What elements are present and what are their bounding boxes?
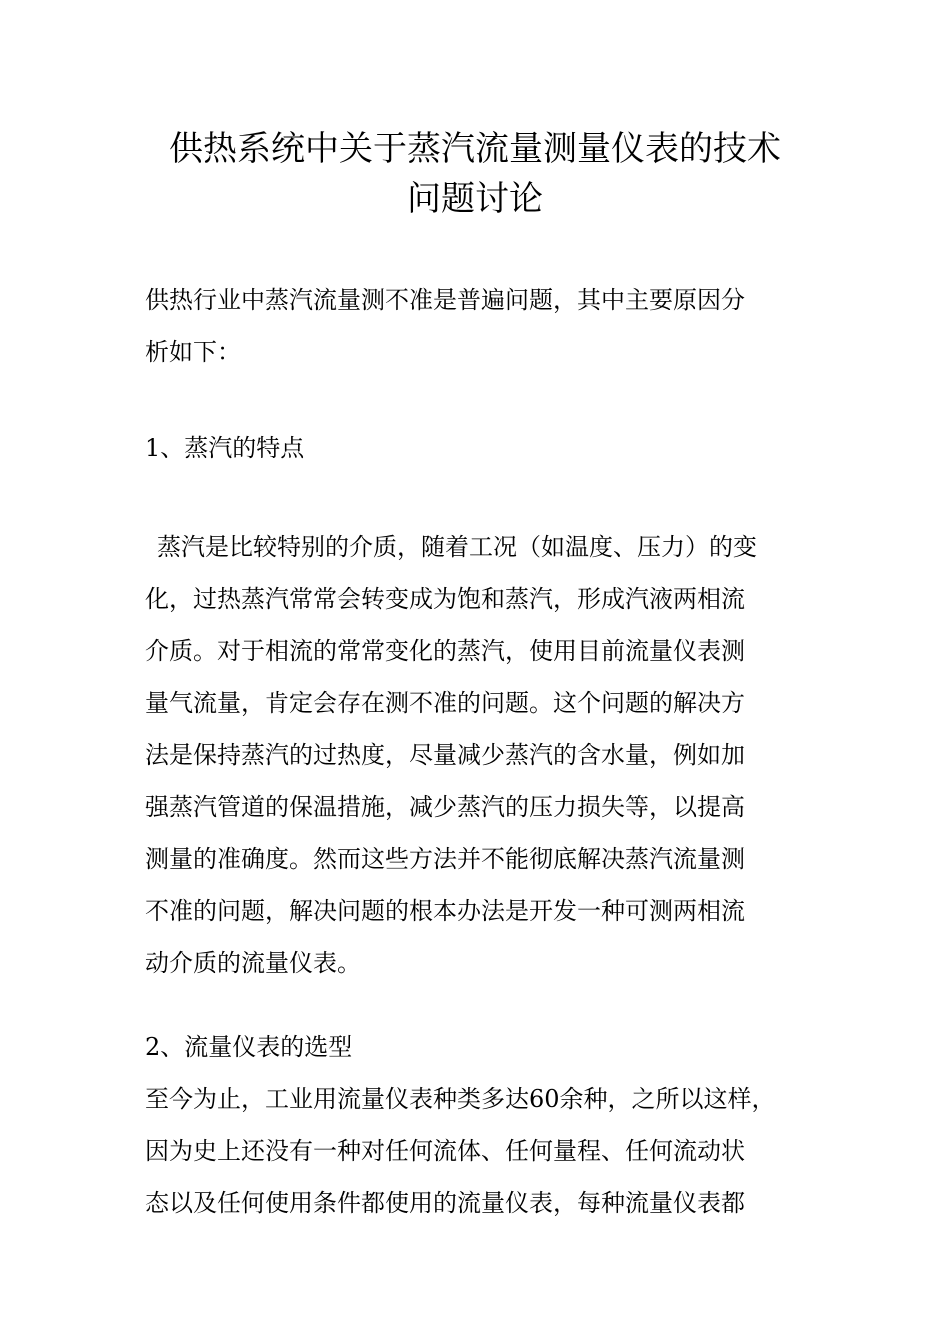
intro-line-2: 析如下： bbox=[145, 338, 241, 366]
section-1-line-4: 量气流量，肯定会存在测不准的问题。这个问题的解决方 bbox=[145, 689, 745, 717]
section-2-line-2: 因为史上还没有一种对任何流体、任何量程、任何流动状 bbox=[145, 1137, 745, 1165]
section-1-line-7: 测量的准确度。然而这些方法并不能彻底解决蒸汽流量测 bbox=[145, 845, 745, 873]
section-1-line-9: 动介质的流量仪表。 bbox=[145, 949, 361, 977]
section-1-line-3: 介质。对于相流的常常变化的蒸汽，使用目前流量仪表测 bbox=[145, 637, 745, 665]
section-1-line-2: 化，过热蒸汽常常会转变成为饱和蒸汽，形成汽液两相流 bbox=[145, 585, 745, 613]
section-1-line-6: 强蒸汽管道的保温措施，减少蒸汽的压力损失等，以提高 bbox=[145, 793, 745, 821]
section-1-heading: 1、蒸汽的特点 bbox=[145, 434, 305, 462]
section-1-line-8: 不准的问题，解决问题的根本办法是开发一种可测两相流 bbox=[145, 897, 745, 925]
intro-line-1: 供热行业中蒸汽流量测不准是普遍问题，其中主要原因分 bbox=[145, 286, 745, 314]
document-title-line-2: 问题讨论 bbox=[407, 179, 543, 219]
section-2-line-1: 至今为止，工业用流量仪表种类多达60余种，之所以这样， bbox=[145, 1085, 776, 1113]
document-title-line-1: 供热系统中关于蒸汽流量测量仪表的技术 bbox=[169, 129, 781, 169]
section-2-line-3: 态以及任何使用条件都使用的流量仪表，每种流量仪表都 bbox=[145, 1189, 745, 1217]
section-1-line-5: 法是保持蒸汽的过热度，尽量减少蒸汽的含水量，例如加 bbox=[145, 741, 745, 769]
section-1-line-1: 蒸汽是比较特别的介质，随着工况（如温度、压力）的变 bbox=[157, 533, 757, 561]
section-2-heading: 2、流量仪表的选型 bbox=[145, 1033, 353, 1061]
